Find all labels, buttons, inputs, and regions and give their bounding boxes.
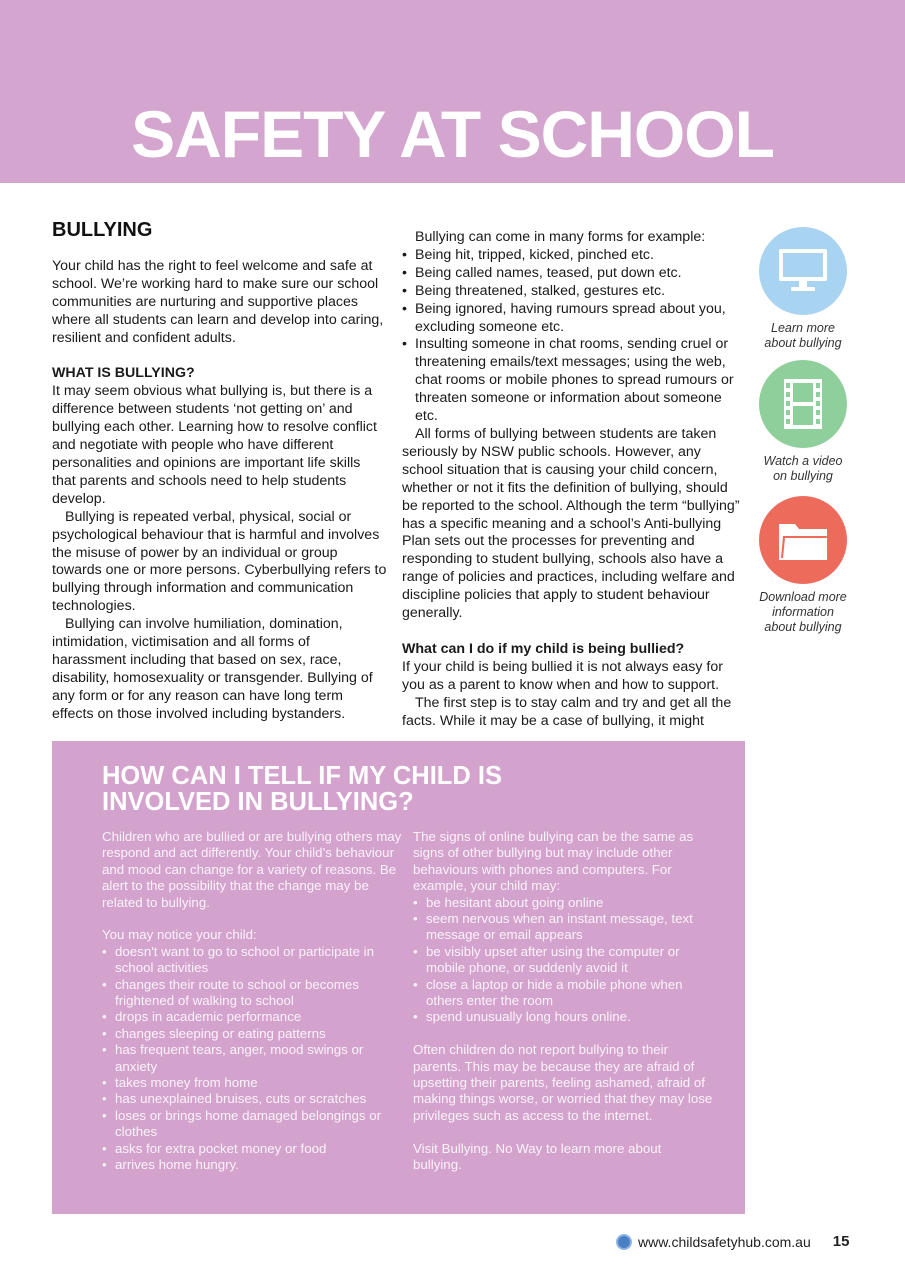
list-item: • be hesitant about going online <box>413 895 713 911</box>
what-can-i-do-heading: What can I do if my child is being bullied? <box>402 640 685 657</box>
download-caption: Download more information about bullying <box>759 590 847 634</box>
watch-video-link[interactable] <box>757 360 849 484</box>
signs-list <box>102 944 402 1174</box>
intro-paragraph: Your child has the right to feel welcome and safe at school. We’re working hard to make sure our school communities are nurturing and supportive places where all students can learn and develop into caring, resilient and confident adults. <box>52 257 384 346</box>
paragraph: All forms of bullying between students are taken seriously by NSW public schools. However, any school situation that is causing your child concern, whether or not it fits the definition of bullying, should be reported to the school. Although the term “bullying” has a specific meaning and a school’s Anti-bullying Plan sets out the processes for preventing and responding to student bullying, schools also have a range of policies and practices, including welfare and discipline policies that apply to student behaviour generally. <box>402 425 740 622</box>
list-item: • changes sleeping or eating patterns <box>102 1026 402 1042</box>
page-title: SAFETY AT SCHOOL <box>131 97 774 171</box>
paragraph: It may seem obvious what bullying is, but there is a difference between students ‘not getting on’ and bullying each other. Learning how to resolve conflict and negotiate with people who have different personalities and opinions are important life skills that parents and schools need to help students develop. <box>52 383 377 507</box>
list-item: • be visibly upset after using the computer or mobile phone, or suddenly avoid it <box>413 944 713 977</box>
list-item: • takes money from home <box>102 1075 402 1091</box>
what-is-bullying-heading: WHAT IS BULLYING? <box>52 365 195 382</box>
list-item: • asks for extra pocket money or food <box>102 1141 402 1157</box>
list-item: • Being threatened, stalked, gestures etc. <box>402 283 744 301</box>
learn-more-caption: Learn more about bullying <box>764 321 842 350</box>
paragraph: Bullying is repeated verbal, physical, social or psychological behaviour that is harmful and involves the misuse of power by an individual or group towards one or more persons. Cyberbullying refers to bullying through information and communication technologies. <box>52 508 387 615</box>
learn-more-link[interactable] <box>757 227 849 351</box>
list-item: • close a laptop or hide a mobile phone when others enter the room <box>413 977 713 1010</box>
page-number: 15 <box>832 1233 850 1250</box>
paragraph: If your child is being bullied it is not always easy for you as a parent to know when and how to support. <box>402 658 723 693</box>
list-item: • Being hit, tripped, kicked, pinched etc. <box>402 247 744 265</box>
visit-link-text[interactable]: Visit Bullying. No Way to learn more about bullying. <box>413 1140 662 1173</box>
paragraph: Often children do not report bullying to their parents. This may be because they are afraid of upsetting their parents, feeling ashamed, afraid of making things worse, or worried that they may lose privileges such as access to the internet. <box>413 1042 713 1123</box>
globe-icon <box>616 1234 632 1250</box>
website-url[interactable]: www.childsafetyhub.com.au <box>638 1233 811 1250</box>
list-item: • Being ignored, having rumours spread about you, excluding someone etc. <box>402 301 744 337</box>
paragraph: Bullying can involve humiliation, domination, intimidation, victimisation and all forms of harassment including that based on sex, race, disability, homosexuality or transgender. Bullying of any form or for any reason can have long term effects on those involved including bystanders. <box>52 616 373 722</box>
film-icon <box>759 360 847 448</box>
notice-intro: You may notice your child: <box>102 927 257 943</box>
list-item: • changes their route to school or becomes frightened of walking to school <box>102 977 402 1010</box>
list-item: • Insulting someone in chat rooms, sending cruel or threatening emails/text messages; using the web, chat rooms or mobile phones to spread rumours or threaten someone or information about someone etc. <box>402 336 744 426</box>
box-left-column <box>102 829 402 1174</box>
paragraph: The first step is to stay calm and try and get all the facts. While it may be a case of bullying, it might <box>402 694 732 729</box>
online-signs-list <box>413 895 713 1026</box>
list-item: • spend unusually long hours online. <box>413 1009 713 1025</box>
list-item: • seem nervous when an instant message, text message or email appears <box>413 911 713 944</box>
box-right-column <box>413 829 713 1174</box>
watch-video-caption: Watch a video on bullying <box>763 454 843 483</box>
list-item: • loses or brings home damaged belongings or clothes <box>102 1108 402 1141</box>
page-header <box>0 0 905 183</box>
forms-intro: Bullying can come in many forms for example: <box>415 229 706 245</box>
left-column <box>52 219 387 724</box>
middle-column <box>402 229 744 730</box>
page-footer <box>616 1233 849 1250</box>
box-heading: HOW CAN I TELL IF MY CHILD IS INVOLVED IN BULLYING? <box>102 762 502 816</box>
download-info-link[interactable] <box>757 496 849 635</box>
list-item: • Being called names, teased, put down etc. <box>402 265 744 283</box>
monitor-icon <box>759 227 847 315</box>
folder-icon <box>759 496 847 584</box>
list-item: • has frequent tears, anger, mood swings or anxiety <box>102 1042 402 1075</box>
forms-list <box>402 247 744 426</box>
paragraph: The signs of online bullying can be the same as signs of other bullying but may include other behaviours with phones and computers. For example, your child may: <box>413 829 694 894</box>
list-item: • has unexplained bruises, cuts or scratches <box>102 1091 402 1107</box>
list-item: • drops in academic performance <box>102 1009 402 1025</box>
signs-box <box>52 741 745 1214</box>
bullying-heading: BULLYING <box>52 219 153 241</box>
paragraph: Children who are bullied or are bullying others may respond and act differently. Your child’s behaviour and mood can change for a variety of reasons. Be alert to the possibility that the change may be related to bullying. <box>102 829 402 910</box>
list-item: • arrives home hungry. <box>102 1157 402 1173</box>
list-item: • doesn't want to go to school or participate in school activities <box>102 944 402 977</box>
